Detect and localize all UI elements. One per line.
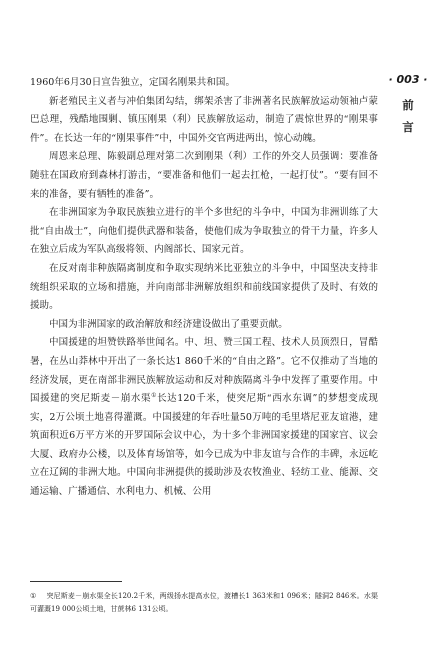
footnote-text: 突尼斯麦－崩水渠全长120.2千米，两级扬水提高水位，渡槽长1 363米和1 096米；隧洞2 846米。水渠可灌溉19 000公顷土地，甘蔗林6 131公顷。 bbox=[30, 592, 378, 613]
section-title bbox=[400, 94, 416, 138]
paragraph: 1960年6月30日宣告独立，定国名刚果共和国。 bbox=[30, 77, 236, 88]
paragraph-text: 中国援建的坦赞铁路举世闻名。中、坦、赞三国工程、技术人员顶烈日，冒酷暑，在丛山莽林中开出了一条长达1 860千米的“自由之路”。它不仅推动了当地的经济发展，更在南部非洲民族解放运动和反对种族隔离斗争中发挥了重要作用。中国援建的突尼斯麦－崩水渠 bbox=[30, 337, 378, 405]
page-number: · 003 · bbox=[388, 73, 428, 86]
paragraph: 新老殖民主义者与冲伯集团勾结，绑架杀害了非洲著名民族解放运动领袖卢蒙巴总理，残酷地围剿、镇压刚果（利）民族解放运动，制造了震惊世界的“刚果事件”。在长达一年的“刚果事件”中，中国外交官两进两出，惊心动魄。 bbox=[30, 95, 378, 144]
paragraph: 在反对南非种族隔离制度和争取实现纳米比亚独立的斗争中，中国坚决支持非统组织采取的立场和措施，并向南部非洲解放组织和前线国家提供了及时、有效的援助。 bbox=[30, 262, 378, 312]
paragraph: 在非洲国家为争取民族独立进行的半个多世纪的斗争中，中国为非洲训练了大批“自由战士”，向他们提供武器和装备，使他们成为争取独立的骨干力量，许多人在独立后成为军队高级将领、内阁部长、国家元首。 bbox=[30, 207, 378, 256]
footnote bbox=[30, 590, 378, 616]
section-title-char: 言 bbox=[402, 120, 414, 134]
footnote-mark: ① bbox=[30, 592, 37, 600]
paragraph bbox=[30, 334, 378, 501]
footnote-reference[interactable]: ① bbox=[151, 391, 158, 399]
paragraph: 周恩来总理、陈毅副总理对第二次到刚果（利）工作的外交人员强调：要准备随驻在国政府到森林打游击，“要准备和他们一起去扛枪，一起打仗”。“要有回不来的准备，要有牺牲的准备”。 bbox=[30, 151, 378, 200]
body-text bbox=[30, 74, 378, 502]
footnote-divider bbox=[30, 581, 122, 582]
paragraph: 中国为非洲国家的政治解放和经济建设做出了重要贡献。 bbox=[49, 318, 288, 330]
paragraph-text: 长达120千米，使突尼斯“西水东调”的梦想变成现实，2万公顷土地喜得灌溉。中国援建的年吞吐量50万吨的毛里塔尼亚友谊港，建筑面积近6万平方米的开罗国际会议中心，为十多个非洲国家援建的国家宫、议会大厦、政府办公楼，以及体育场馆等，如今已成为中非友谊与合作的丰碑，永远屹立在辽阔的非洲大地。中国向非洲提供的援助涉及农牧渔业、轻纺工业、能源、交通运输、广播通信、水利电力、机械、公用 bbox=[30, 393, 379, 498]
section-title-char: 前 bbox=[402, 98, 414, 112]
